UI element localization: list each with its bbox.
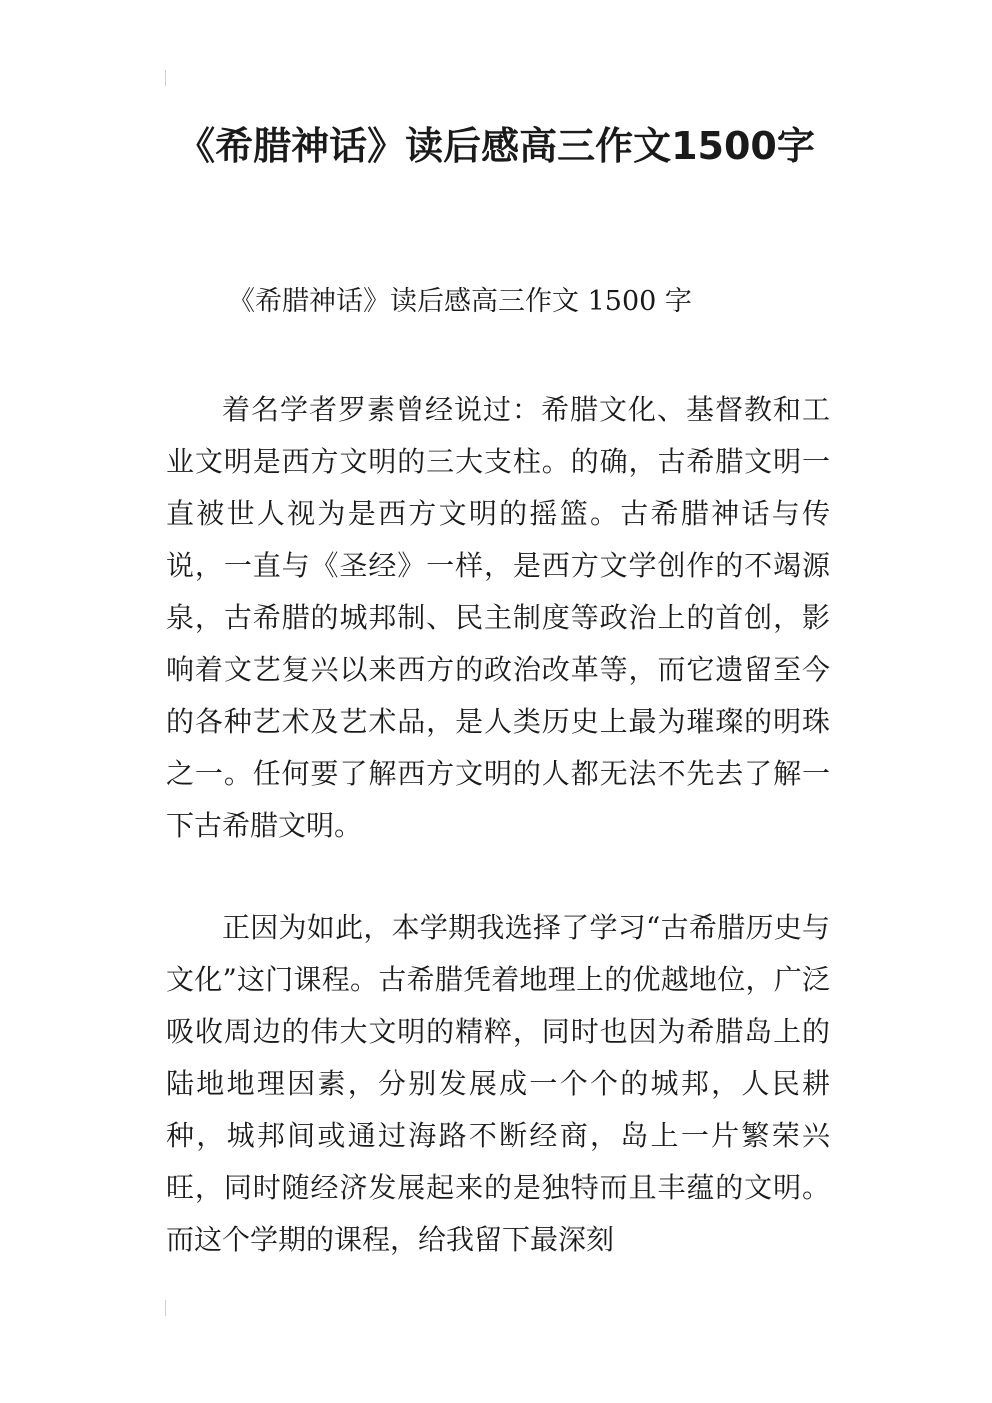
- page-title: 《希腊神话》读后感高三作文1500字: [177, 124, 815, 168]
- crop-mark-bottom: [165, 1300, 166, 1316]
- crop-mark-top: [165, 70, 166, 86]
- paragraph-1: 着名学者罗素曾经说过：希腊文化、基督教和工业文明是西方文明的三大支柱。的确，古希腊文明一直被世人视为是西方文明的摇篮。古希腊神话与传说，一直与《圣经》一样，是西方文学创作的不竭源泉，古希腊的城邦制、民主制度等政治上的首创，影响着文艺复兴以来西方的政治改革等，而它遗留至今的各种艺术及艺术品，是人类历史上最为璀璨的明珠之一。任何要了解西方文明的人都无法不先去了解一下古希腊文明。: [166, 393, 830, 842]
- article-subtitle: 《希腊神话》读后感高三作文 1500 字: [228, 286, 692, 317]
- paragraph-2: 正因为如此，本学期我选择了学习“古希腊历史与文化”这门课程。古希腊凭着地理上的优越地位，广泛吸收周边的伟大文明的精粹，同时也因为希腊岛上的陆地地理因素，分别发展成一个个的城邦，人民耕种，城邦间或通过海路不断经商，岛上一片繁荣兴旺，同时随经济发展起来的是独特而且丰蕴的文明。而这个学期的课程，给我留下最深刻: [166, 911, 830, 1256]
